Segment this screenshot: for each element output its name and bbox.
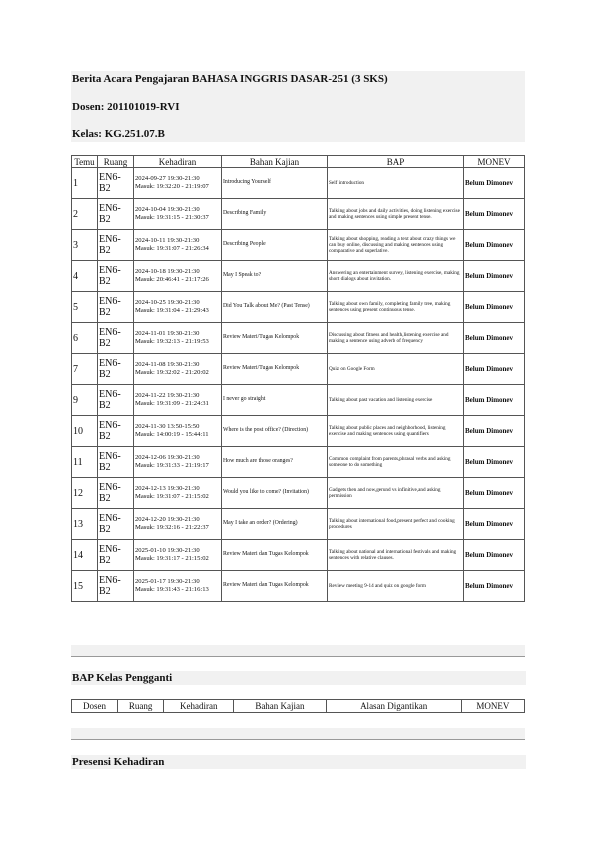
- col-monev: MONEV: [464, 156, 525, 168]
- cell-temu: 2: [72, 199, 98, 230]
- schedule-time: 2024-12-13 19:30-21:30: [135, 484, 200, 492]
- cell-temu: 4: [72, 261, 98, 292]
- cell-temu: 15: [72, 571, 98, 602]
- cell-temu: 9: [72, 385, 98, 416]
- cell-temu: 14: [72, 540, 98, 571]
- cell-monev: Belum Dimonev: [464, 261, 525, 292]
- schedule-time: 2025-01-10 19:30-21:30: [135, 546, 200, 554]
- cell-ruang: EN6-B2: [98, 230, 134, 261]
- cell-ruang: EN6-B2: [98, 540, 134, 571]
- table-row: [72, 509, 525, 540]
- cell-ruang: EN6-B2: [98, 199, 134, 230]
- table-row: [72, 323, 525, 354]
- cell-bap: Talking about public places and neighborhood, listening exercise and making sentences using quantifiers: [328, 416, 464, 447]
- cell-monev: Belum Dimonev: [464, 292, 525, 323]
- cell-bahan-kajian: Did You Talk about Me? (Past Tense): [222, 292, 328, 323]
- col-ruang: Ruang: [98, 156, 134, 168]
- checkin-time: Masuk: 14:00:19 - 15:44:11: [135, 431, 209, 438]
- cell-temu: 10: [72, 416, 98, 447]
- col-kehadiran: Kehadiran: [134, 156, 222, 168]
- cell-temu: 1: [72, 168, 98, 199]
- checkin-time: Masuk: 19:31:43 - 21:16:13: [135, 586, 209, 593]
- cell-kehadiran: [134, 416, 222, 447]
- cell-monev: Belum Dimonev: [464, 354, 525, 385]
- cell-monev: Belum Dimonev: [464, 385, 525, 416]
- cell-monev: Belum Dimonev: [464, 540, 525, 571]
- cell-ruang: EN6-B2: [98, 168, 134, 199]
- checkin-time: Masuk: 19:32:02 - 21:20:02: [135, 369, 209, 376]
- schedule-time: 2024-11-22 19:30-21:30: [135, 391, 200, 399]
- schedule-time: 2024-11-01 19:30-21:30: [135, 329, 200, 337]
- cell-bahan-kajian: May I take an order? (Ordering): [222, 509, 328, 540]
- checkin-time: Masuk: 19:31:07 - 21:15:02: [135, 493, 209, 500]
- cell-kehadiran: [134, 168, 222, 199]
- cell-monev: Belum Dimonev: [464, 416, 525, 447]
- cell-monev: Belum Dimonev: [464, 230, 525, 261]
- section-divider: [71, 645, 525, 657]
- schedule-time: 2024-11-08 19:30-21:30: [135, 360, 200, 368]
- cell-ruang: EN6-B2: [98, 571, 134, 602]
- col-alasan-digantikan: Alasan Digantikan: [326, 700, 461, 713]
- schedule-time: 2024-12-20 19:30-21:30: [135, 515, 200, 523]
- cell-kehadiran: [134, 199, 222, 230]
- cell-kehadiran: [134, 323, 222, 354]
- attendance-table: [71, 155, 525, 602]
- cell-bahan-kajian: Introducing Yourself: [222, 168, 328, 199]
- page-header: [71, 71, 525, 142]
- cell-bahan-kajian: How much are those oranges?: [222, 447, 328, 478]
- cell-ruang: EN6-B2: [98, 447, 134, 478]
- pengganti-title: BAP Kelas Pengganti: [71, 671, 526, 685]
- cell-kehadiran: [134, 292, 222, 323]
- checkin-time: Masuk: 19:32:20 - 21:19:07: [135, 183, 209, 190]
- cell-bap: Talking about international food,present perfect and cooking procedures: [328, 509, 464, 540]
- pengganti-table: [71, 699, 525, 713]
- course-title: Berita Acara Pengajaran BAHASA INGGRIS DASAR-251 (3 SKS): [72, 73, 388, 85]
- cell-bahan-kajian: Describing People: [222, 230, 328, 261]
- cell-bap: Talking about national and international festivals and making sentences with relative clauses.: [328, 540, 464, 571]
- table-row: [72, 230, 525, 261]
- schedule-time: 2024-10-04 19:30-21:30: [135, 205, 200, 213]
- cell-bap: Answering an entertainment survey, listening exercise, making short dialogs about invitation.: [328, 261, 464, 292]
- cell-temu: 6: [72, 323, 98, 354]
- cell-bap: Talking about shopping, reading a text about crazy things we can buy online, discussing and making sentences using comparative and superlative.: [328, 230, 464, 261]
- pengganti-header-row: [72, 700, 525, 713]
- table-row: [72, 416, 525, 447]
- cell-ruang: EN6-B2: [98, 385, 134, 416]
- cell-kehadiran: [134, 509, 222, 540]
- cell-ruang: EN6-B2: [98, 478, 134, 509]
- table-row: [72, 354, 525, 385]
- cell-bahan-kajian: I never go straight: [222, 385, 328, 416]
- cell-ruang: EN6-B2: [98, 509, 134, 540]
- cell-kehadiran: [134, 447, 222, 478]
- cell-ruang: EN6-B2: [98, 292, 134, 323]
- cell-bap: Discussing about fitness and health,listening exercise and making a sentence using adverb of frequency: [328, 323, 464, 354]
- section-divider: [71, 728, 525, 740]
- cell-kehadiran: [134, 571, 222, 602]
- cell-ruang: EN6-B2: [98, 354, 134, 385]
- cell-kehadiran: [134, 354, 222, 385]
- checkin-time: Masuk: 19:31:09 - 21:24:31: [135, 400, 209, 407]
- checkin-time: Masuk: 20:46:41 - 21:17:26: [135, 276, 209, 283]
- cell-monev: Belum Dimonev: [464, 509, 525, 540]
- cell-ruang: EN6-B2: [98, 416, 134, 447]
- presensi-title: Presensi Kehadiran: [71, 755, 526, 769]
- col-dosen: Dosen: [72, 700, 118, 713]
- cell-monev: Belum Dimonev: [464, 199, 525, 230]
- cell-monev: Belum Dimonev: [464, 478, 525, 509]
- cell-bahan-kajian: Review Materi dan Tugas Kelompok: [222, 540, 328, 571]
- attendance-table-body: [72, 168, 525, 602]
- cell-bahan-kajian: Review Materi/Tugas Kelompok: [222, 354, 328, 385]
- col-bahan-kajian: Bahan Kajian: [234, 700, 326, 713]
- table-row: [72, 447, 525, 478]
- cell-bahan-kajian: Review Materi/Tugas Kelompok: [222, 323, 328, 354]
- cell-bap: Talking about past vacation and listening exercise: [328, 385, 464, 416]
- cell-bap: Gadgets then and now,gerund vs infinitive,and asking permission: [328, 478, 464, 509]
- class-label: Kelas: KG.251.07.B: [72, 128, 165, 140]
- cell-kehadiran: [134, 478, 222, 509]
- cell-monev: Belum Dimonev: [464, 323, 525, 354]
- cell-temu: 3: [72, 230, 98, 261]
- cell-bap: Quiz on Google Form: [328, 354, 464, 385]
- col-kehadiran: Kehadiran: [164, 700, 234, 713]
- cell-bahan-kajian: Would you like to come? (Invitation): [222, 478, 328, 509]
- table-row: [72, 292, 525, 323]
- cell-monev: Belum Dimonev: [464, 571, 525, 602]
- cell-kehadiran: [134, 261, 222, 292]
- checkin-time: Masuk: 19:31:04 - 21:29:43: [135, 307, 209, 314]
- checkin-time: Masuk: 19:32:16 - 21:22:37: [135, 524, 209, 531]
- cell-bap: Common complaint from parents,phrasal verbs and asking someone to do something: [328, 447, 464, 478]
- schedule-time: 2024-11-30 13:50-15:50: [135, 422, 200, 430]
- cell-monev: Belum Dimonev: [464, 168, 525, 199]
- cell-bap: Self introduction: [328, 168, 464, 199]
- cell-temu: 11: [72, 447, 98, 478]
- cell-temu: 7: [72, 354, 98, 385]
- checkin-time: Masuk: 19:31:07 - 21:26:34: [135, 245, 209, 252]
- checkin-time: Masuk: 19:31:33 - 21:19:17: [135, 462, 209, 469]
- schedule-time: 2024-09-27 19:30-21:30: [135, 174, 200, 182]
- table-row: [72, 385, 525, 416]
- cell-monev: Belum Dimonev: [464, 447, 525, 478]
- col-bap: BAP: [328, 156, 464, 168]
- cell-temu: 13: [72, 509, 98, 540]
- cell-bap: Talking about jobs and daily activities, doing listening exercise and making sentences using simple present tense.: [328, 199, 464, 230]
- checkin-time: Masuk: 19:32:13 - 21:19:53: [135, 338, 209, 345]
- checkin-time: Masuk: 19:31:15 - 21:30:37: [135, 214, 209, 221]
- cell-kehadiran: [134, 385, 222, 416]
- cell-temu: 12: [72, 478, 98, 509]
- table-row: [72, 261, 525, 292]
- table-row: [72, 168, 525, 199]
- table-row: [72, 540, 525, 571]
- cell-kehadiran: [134, 540, 222, 571]
- checkin-time: Masuk: 19:31:17 - 21:15:02: [135, 555, 209, 562]
- schedule-time: 2025-01-17 19:30-21:30: [135, 577, 200, 585]
- cell-bap: Review meeting 9-14 and quiz on google form: [328, 571, 464, 602]
- schedule-time: 2024-10-18 19:30-21:30: [135, 267, 200, 275]
- schedule-time: 2024-10-25 19:30-21:30: [135, 298, 200, 306]
- schedule-time: 2024-10-11 19:30-21:30: [135, 236, 200, 244]
- col-bahan-kajian: Bahan Kajian: [222, 156, 328, 168]
- cell-bahan-kajian: May I Speak to?: [222, 261, 328, 292]
- cell-bahan-kajian: Where is the post office? (Direction): [222, 416, 328, 447]
- cell-ruang: EN6-B2: [98, 323, 134, 354]
- table-row: [72, 478, 525, 509]
- cell-bahan-kajian: Describing Family: [222, 199, 328, 230]
- col-temu: Temu: [72, 156, 98, 168]
- schedule-time: 2024-12-06 19:30-21:30: [135, 453, 200, 461]
- col-ruang: Ruang: [118, 700, 164, 713]
- cell-kehadiran: [134, 230, 222, 261]
- cell-ruang: EN6-B2: [98, 261, 134, 292]
- cell-bap: Talking about own family, completing family tree, making sentences using present continuous tense.: [328, 292, 464, 323]
- lecturer-label: Dosen: 201101019-RVI: [72, 101, 180, 113]
- table-row: [72, 199, 525, 230]
- cell-bahan-kajian: Review Materi dan Tugas Kelompok: [222, 571, 328, 602]
- table-header-row: [72, 156, 525, 168]
- col-monev: MONEV: [461, 700, 524, 713]
- cell-temu: 5: [72, 292, 98, 323]
- table-row: [72, 571, 525, 602]
